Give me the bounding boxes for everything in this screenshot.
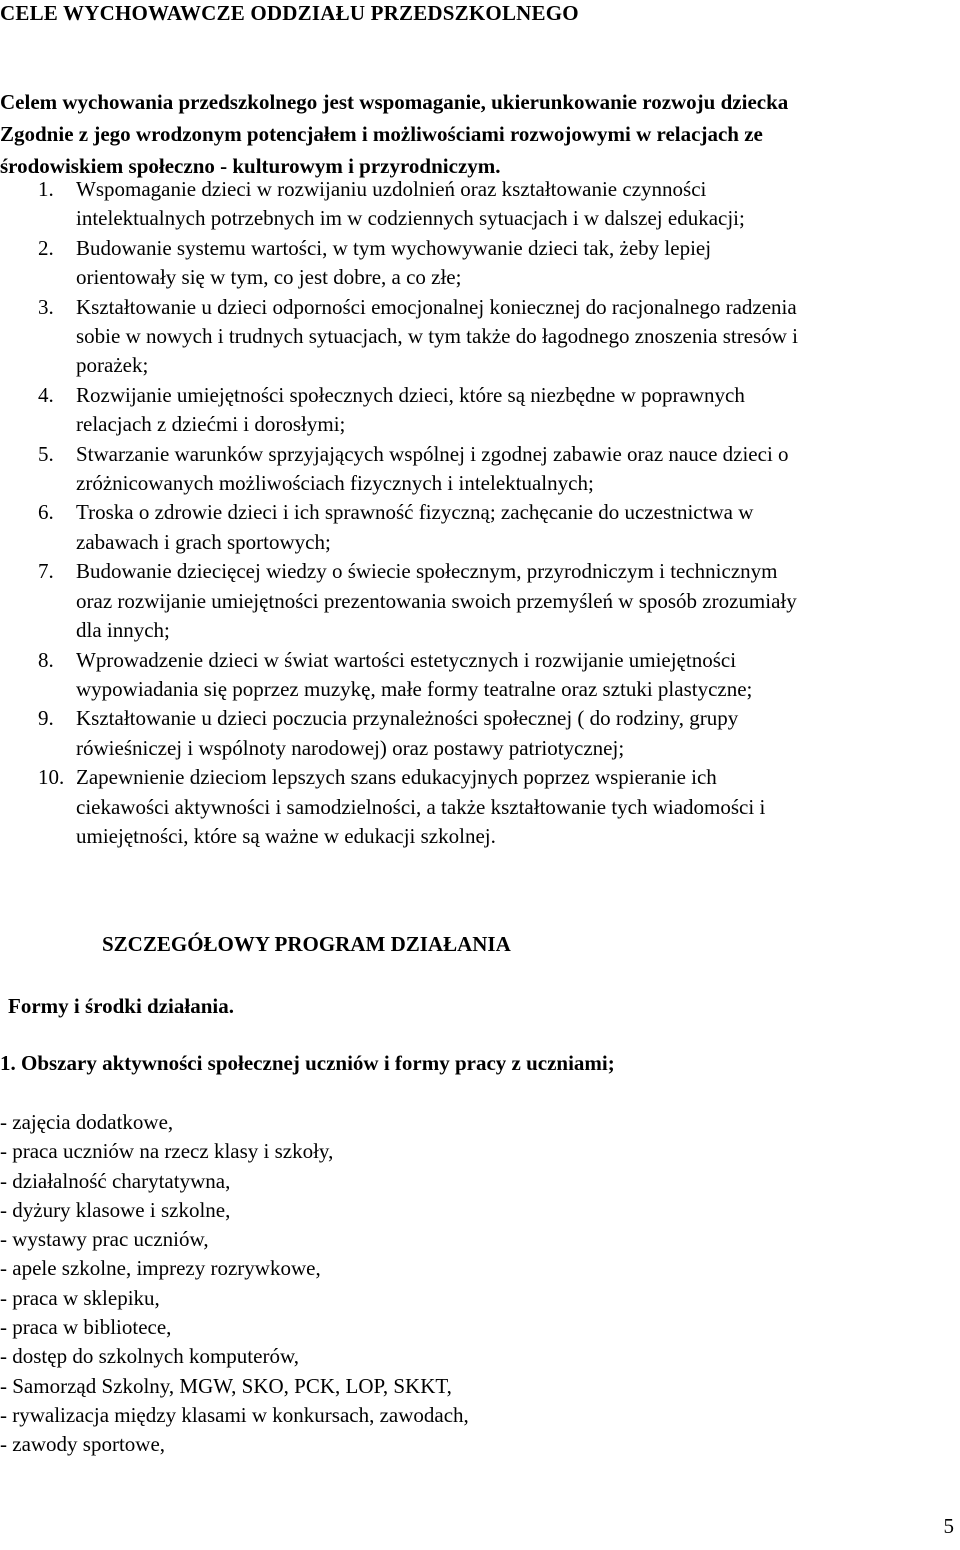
goal-number: 2.	[38, 235, 54, 260]
goal-text	[76, 293, 960, 381]
goal-line: Budowanie dziecięcej wiedzy o świecie społecznym, przyrodniczym i technicznym	[76, 559, 778, 584]
goal-line: orientowały się w tym, co jest dobre, a co złe;	[76, 265, 462, 290]
goal-number: 6.	[38, 500, 54, 525]
goal-item	[0, 704, 960, 763]
goal-line: umiejętności, które są ważne w edukacji szkolnej.	[76, 823, 496, 848]
goal-line: Wspomaganie dzieci w rozwijaniu uzdolnień oraz kształtowanie czynności	[76, 177, 707, 201]
goal-text	[76, 381, 960, 440]
goal-line: zróżnicowanych możliwościach fizycznych i intelektualnych;	[76, 471, 594, 496]
goal-number: 5.	[38, 441, 54, 466]
goals-list	[0, 175, 960, 851]
list-item: - praca w bibliotece,	[0, 1315, 172, 1340]
subsection-heading: 1. Obszary aktywności społecznej uczniów i formy pracy z uczniami;	[0, 1051, 615, 1075]
goal-line: porażek;	[76, 353, 149, 378]
list-item: - dostęp do szkolnych komputerów,	[0, 1344, 300, 1369]
goal-item	[0, 646, 960, 705]
goal-item	[0, 381, 960, 440]
activities-list	[0, 1108, 469, 1460]
list-item: - dyżury klasowe i szkolne,	[0, 1197, 231, 1222]
goal-item	[0, 763, 960, 851]
goal-line: Troska o zdrowie dzieci i ich sprawność fizyczną; zachęcanie do uczestnictwa w	[76, 500, 754, 525]
goal-number: 1.	[38, 177, 54, 201]
goal-line: dla innych;	[76, 618, 170, 643]
goal-line: wypowiadania się poprzez muzykę, małe formy teatralne oraz sztuki plastyczne;	[76, 676, 753, 701]
goal-text	[76, 234, 960, 293]
goal-number: 8.	[38, 647, 54, 672]
goal-item	[0, 234, 960, 293]
goal-text	[76, 175, 960, 234]
goal-number: 10.	[38, 765, 65, 790]
goal-item	[0, 440, 960, 499]
goal-text	[76, 704, 960, 763]
goal-line: Budowanie systemu wartości, w tym wychowywanie dzieci tak, żeby lepiej	[76, 235, 712, 260]
goal-text	[76, 557, 960, 645]
goal-line: relacjach z dziećmi i dorosłymi;	[76, 412, 346, 437]
list-item: - zawody sportowe,	[0, 1432, 166, 1457]
list-item: - zajęcia dodatkowe,	[0, 1110, 174, 1134]
list-item: - Samorząd Szkolny, MGW, SKO, PCK, LOP, SKKT,	[0, 1373, 452, 1398]
goal-line: Stwarzanie warunków sprzyjających wspólnej i zgodnej zabawie oraz nauce dzieci o	[76, 441, 789, 466]
goal-number: 7.	[38, 559, 54, 584]
goal-line: Wprowadzenie dzieci w świat wartości estetycznych i rozwijanie umiejętności	[76, 647, 737, 672]
goal-text	[76, 646, 960, 705]
goal-line: Kształtowanie u dzieci poczucia przynależności społecznej ( do rodziny, grupy	[76, 706, 739, 731]
goal-item	[0, 498, 960, 557]
goal-line: Kształtowanie u dzieci odporności emocjonalnej koniecznej do racjonalnego radzenia	[76, 294, 797, 319]
intro-line: Zgodnie z jego wrodzonym potencjałem i możliwościami rozwojowymi w relacjach ze	[0, 122, 763, 146]
goal-line: ciekawości aktywności i samodzielności, a także kształtowanie tych wiadomości i	[76, 794, 766, 819]
goal-number: 9.	[38, 706, 54, 731]
goal-text	[76, 763, 960, 851]
subheading: Formy i środki działania.	[8, 994, 234, 1018]
document-title: CELE WYCHOWAWCZE ODDZIAŁU PRZEDSZKOLNEGO	[0, 1, 579, 25]
goal-line: Rozwijanie umiejętności społecznych dzieci, które są niezbędne w poprawnych	[76, 382, 745, 407]
goal-line: oraz rozwijanie umiejętności prezentowania swoich przemyśleń w sposób zrozumiały	[76, 588, 797, 613]
list-item: - działalność charytatywna,	[0, 1168, 231, 1193]
goal-line: rówieśniczej i wspólnoty narodowej) oraz postawy patriotycznej;	[76, 735, 625, 760]
goal-number: 3.	[38, 294, 54, 319]
list-item: - rywalizacja między klasami w konkursach, zawodach,	[0, 1402, 469, 1427]
goal-line: zabawach i grach sportowych;	[76, 529, 331, 554]
goal-line: sobie w nowych i trudnych sytuacjach, w tym także do łagodnego znoszenia stresów i	[76, 324, 798, 349]
goal-text	[76, 498, 960, 557]
intro-paragraph	[0, 86, 958, 182]
goal-number: 4.	[38, 382, 54, 407]
intro-line: środowiskiem społeczno - kulturowym i przyrodniczym.	[0, 154, 501, 178]
list-item: - praca uczniów na rzecz klasy i szkoły,	[0, 1139, 334, 1164]
goal-line: Zapewnienie dzieciom lepszych szans edukacyjnych poprzez wspieranie ich	[76, 765, 717, 790]
goal-text	[76, 440, 960, 499]
list-item: - praca w sklepiku,	[0, 1285, 160, 1310]
page-number: 5	[943, 1514, 954, 1538]
goal-item	[0, 175, 960, 234]
goal-line: intelektualnych potrzebnych im w codziennych sytuacjach i w dalszej edukacji;	[76, 206, 745, 231]
list-item: - apele szkolne, imprezy rozrywkowe,	[0, 1256, 321, 1281]
list-item: - wystawy prac uczniów,	[0, 1227, 209, 1252]
section-heading: SZCZEGÓŁOWY PROGRAM DZIAŁANIA	[102, 932, 511, 956]
goal-item	[0, 557, 960, 645]
intro-line: Celem wychowania przedszkolnego jest wspomaganie, ukierunkowanie rozwoju dziecka	[0, 90, 789, 114]
goal-item	[0, 293, 960, 381]
